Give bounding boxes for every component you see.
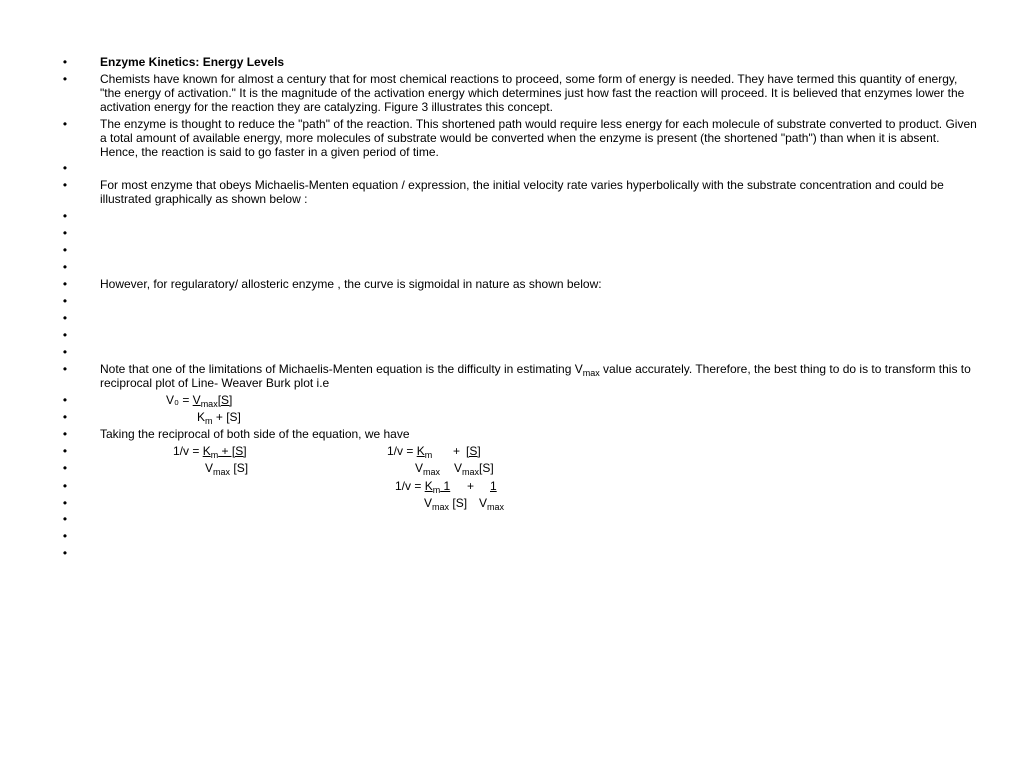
substrate-symbol: [S] [479, 461, 494, 475]
km-symbol: K [424, 479, 433, 493]
bullet-marker: • [62, 260, 68, 274]
equation-reciprocal-right-denominator-1 [415, 461, 440, 475]
vmax-symbol: V [424, 496, 433, 510]
bullet-marker: • [62, 444, 68, 458]
paragraph-michaelis-menten: For most enzyme that obeys Michaelis-Menten equation / expression, the initial velocity rate varies hyperbolically with the substrate concentration and could be illustrated graphically as shown below : [100, 178, 944, 206]
bullet-marker: • [62, 461, 68, 475]
term-one-over-vmax [490, 479, 497, 493]
paragraph-enzyme-path: The enzyme is thought to reduce the "path" of the reaction. This shortened path would require less energy for each molecule of substrate converted to product. Given a total amount of available energy, more molecules of substrate would be converted when the enzyme is present (the shortened "path") than when it is absent. Hence, the reaction is said to go faster in a given period of time. [100, 117, 977, 159]
equation-reciprocal-left-denominator [205, 461, 248, 475]
vmax-symbol: V [479, 496, 488, 510]
equation-lhs: 1/v = [395, 479, 425, 493]
subscript: m [205, 416, 213, 426]
paragraph-limitations-start: Note that one of the limitations of Michaelis-Menten equation is the difficulty in estimating V [100, 362, 583, 376]
vmax-subscript: max [582, 368, 600, 378]
equation-lineweaver-numerator [395, 479, 450, 493]
bullet-marker: • [62, 362, 68, 376]
paragraph-limitations-end: value accurately. Therefore, the best thing to do is to transform this to reciprocal plot of Line- Weaver Burk plot i.e [100, 362, 971, 390]
bullet-marker: • [62, 243, 68, 257]
bullet-marker: • [62, 328, 68, 342]
bullet-marker: • [62, 512, 68, 526]
equation-lhs: 1/v = [173, 444, 203, 458]
km-symbol: K [202, 444, 211, 458]
plus-sign: + [453, 444, 461, 458]
bullet-marker: • [62, 546, 68, 560]
bullet-marker: • [62, 209, 68, 223]
paragraph-reciprocal: Taking the reciprocal of both side of the equation, we have [100, 427, 410, 441]
subscript: max [432, 502, 450, 512]
subscript: max [200, 399, 218, 409]
equation-v0-denominator [197, 410, 241, 424]
bullet-marker: • [62, 277, 68, 291]
equation-v0-numerator [166, 393, 232, 407]
subscript: m [210, 450, 219, 460]
vmax-symbol: V [415, 461, 424, 475]
paragraph-activation-energy: Chemists have known for almost a century that for most chemical reactions to proceed, some form of energy is needed. They have termed this quantity of energy, "the energy of activation." It is the magnitude of the activation energy which determines just how fast the reaction will proceed. It is believed that enzymes lower the activation energy for the reaction they are catalyzing. Figure 3 illustrates this concept. [100, 72, 965, 114]
equation-lhs: V₀ = [166, 393, 193, 407]
bullet-marker: • [62, 427, 68, 441]
bullet-marker: • [62, 479, 68, 493]
vmax-symbol: V [192, 393, 201, 407]
equation-numerator [193, 393, 233, 407]
bullet-marker: • [62, 393, 68, 407]
bullet-marker: • [62, 410, 68, 424]
equation-numerator [203, 444, 247, 458]
bullet-marker: • [62, 117, 68, 131]
equation-lineweaver-denominator-2 [479, 496, 504, 510]
equation-reciprocal-right-denominator-2 [454, 461, 494, 475]
subscript: max [487, 502, 505, 512]
equation-reciprocal-left-numerator [173, 444, 247, 458]
subscript: max [423, 467, 441, 477]
term-substrate [466, 444, 481, 458]
bullet-marker: • [62, 294, 68, 308]
km-symbol: K [416, 444, 425, 458]
km-symbol: K [197, 410, 206, 424]
term-km-over-vmax-s [425, 479, 451, 493]
equation-reciprocal-right-numerator [387, 444, 432, 458]
one-symbol: 1 [490, 479, 497, 493]
numerator-rest: + [S] [218, 444, 247, 458]
bullet-marker: • [62, 345, 68, 359]
one-symbol: 1 [440, 479, 451, 493]
bullet-marker: • [62, 55, 68, 69]
equation-lhs: 1/v = [387, 444, 417, 458]
bullet-marker: • [62, 161, 68, 175]
plus-sign: + [467, 479, 475, 493]
denominator-rest: + [S] [212, 410, 241, 424]
subscript: m [432, 485, 441, 495]
bullet-marker: • [62, 496, 68, 510]
equation-lineweaver-denominator-1 [424, 496, 467, 510]
substrate-symbol: [S] [217, 393, 233, 407]
bullet-marker: • [62, 178, 68, 192]
vmax-symbol: V [454, 461, 463, 475]
vmax-symbol: V [205, 461, 214, 475]
bullet-marker: • [62, 226, 68, 240]
bullet-marker: • [62, 311, 68, 325]
substrate-symbol: [S] [466, 444, 481, 458]
paragraph-allosteric: However, for regularatory/ allosteric enzyme , the curve is sigmoidal in nature as shown below: [100, 277, 602, 291]
paragraph-limitations [100, 362, 980, 390]
substrate-symbol: [S] [449, 496, 468, 510]
bullet-marker: • [62, 72, 68, 86]
term-km [417, 444, 433, 458]
subscript: max [213, 467, 231, 477]
denominator-rest: [S] [230, 461, 249, 475]
subscript: m [424, 450, 433, 460]
bullet-marker: • [62, 529, 68, 543]
subscript: max [462, 467, 480, 477]
heading: Enzyme Kinetics: Energy Levels [100, 55, 285, 69]
